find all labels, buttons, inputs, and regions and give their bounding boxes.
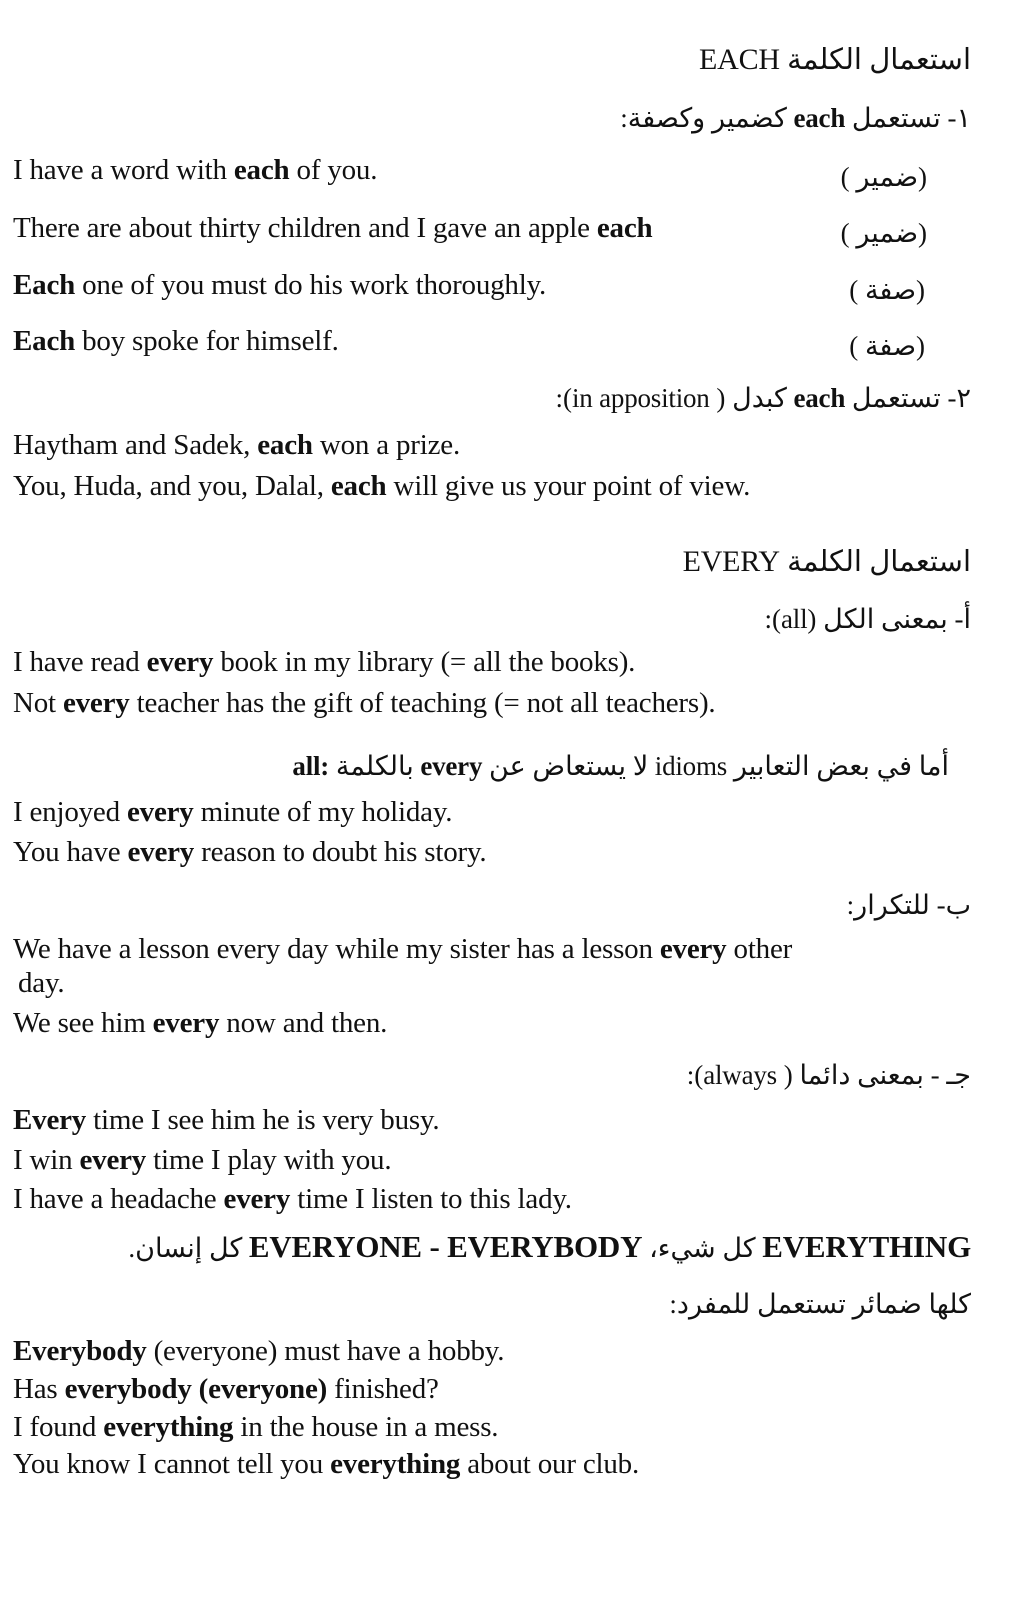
each-tag-3: (صفة ) xyxy=(849,275,925,305)
everything-example-4: You know I cannot tell you everything about our club. xyxy=(13,1448,640,1480)
idioms-note: أما في بعض التعابير idioms لا يستعاض عن every بالكلمة all: xyxy=(292,751,949,781)
each-tag-2: (ضمير ) xyxy=(840,218,927,248)
every-sub-a: أ- بمعنى الكل (all): xyxy=(764,604,971,634)
apposition-example-2: You, Huda, and you, Dalal, each will give us your point of view. xyxy=(13,470,751,502)
everything-example-2: Has everybody (everyone) finished? xyxy=(13,1373,439,1405)
each-example-3: Each one of you must do his work thoroughly. xyxy=(13,269,547,301)
each-heading: استعمال الكلمة EACH xyxy=(699,43,971,76)
each-tag-1: (ضمير ) xyxy=(840,162,927,192)
apposition-example-1: Haytham and Sadek, each won a prize. xyxy=(13,429,461,461)
each-rule-2: ٢- تستعمل each كبدل ( in apposition): xyxy=(555,383,971,413)
every-heading: استعمال الكلمة EVERY xyxy=(682,545,971,578)
each-example-1: I have a word with each of you. xyxy=(13,154,378,186)
idioms-example-1: I enjoyed every minute of my holiday. xyxy=(13,796,453,828)
every-sub-c: جـ - بمعنى دائما ( always): xyxy=(686,1060,971,1090)
every-c-example-2: I win every time I play with you. xyxy=(13,1144,392,1176)
every-c-example-3: I have a headache every time I listen to this lady. xyxy=(13,1183,572,1215)
each-example-2: There are about thirty children and I gave an apple each xyxy=(13,212,653,244)
every-a-example-1: I have read every book in my library (= all the books). xyxy=(13,646,636,678)
every-b-example-1-cont: day. xyxy=(18,967,65,999)
every-a-example-2: Not every teacher has the gift of teaching (= not all teachers). xyxy=(13,687,716,719)
each-rule-1: ١- تستعمل each كضمير وكصفة: xyxy=(620,103,971,133)
every-c-example-1: Every time I see him he is very busy. xyxy=(13,1104,440,1136)
idioms-example-2: You have every reason to doubt his story. xyxy=(13,836,487,868)
every-b-example-2: We see him every now and then. xyxy=(13,1007,388,1039)
each-tag-4: (صفة ) xyxy=(849,331,925,361)
everything-example-1: Everybody (everyone) must have a hobby. xyxy=(13,1335,505,1367)
everything-note: كلها ضمائر تستعمل للمفرد: xyxy=(669,1289,971,1319)
each-example-4: Each boy spoke for himself. xyxy=(13,325,339,357)
everything-heading: EVERYTHING كل شيء، EVERYONE - EVERYBODY كل إنسان. xyxy=(128,1229,971,1264)
everything-example-3: I found everything in the house in a mess. xyxy=(13,1411,499,1443)
every-sub-b: ب- للتكرار: xyxy=(846,890,971,920)
every-b-example-1: We have a lesson every day while my sister has a lesson every other xyxy=(13,933,793,965)
